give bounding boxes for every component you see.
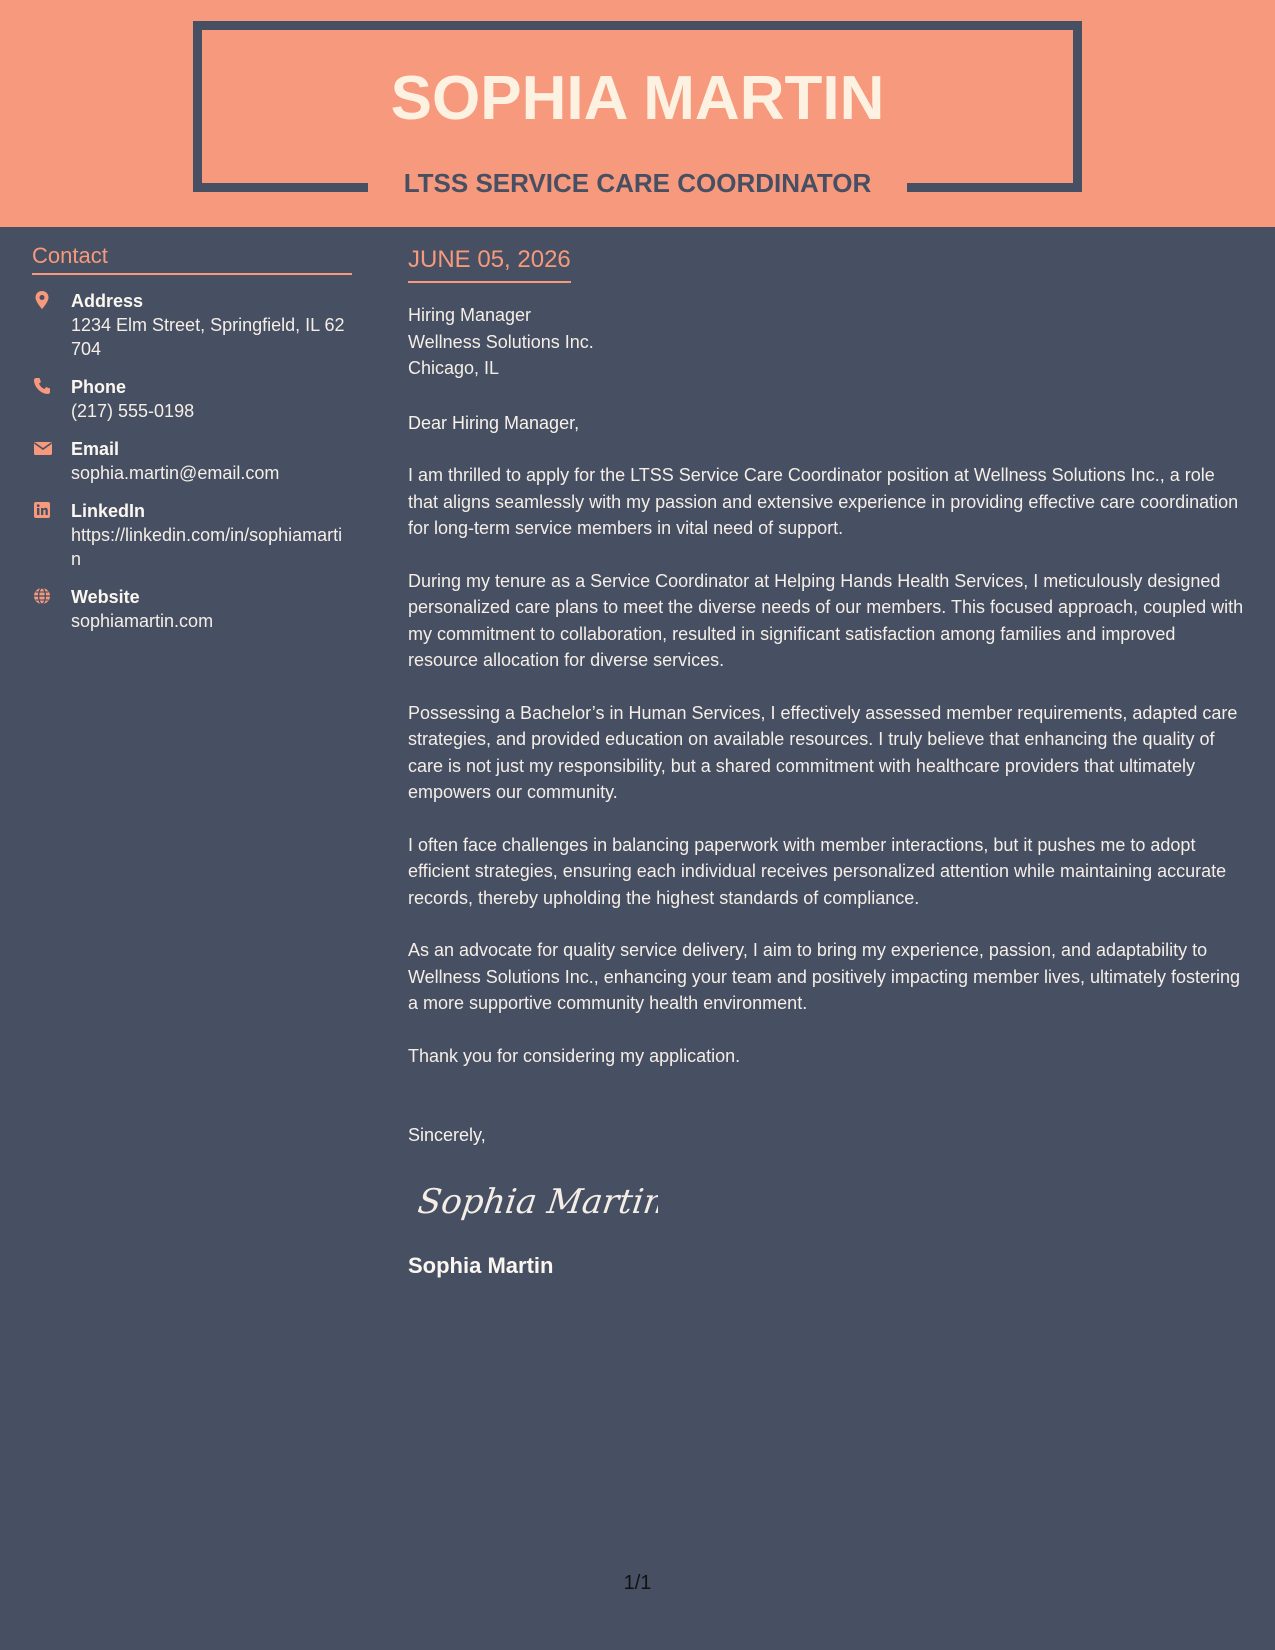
paragraph: During my tenure as a Service Coordinator at Helping Hands Health Services, I meticulously designed personalized care plans to meet the diverse needs of our members. This focused approach, coupled with my commitment to collaboration, resulted in significant satisfaction among families and improved resource allocation for diverse services.: [408, 570, 1244, 670]
contact-label: Phone: [71, 377, 127, 397]
phone-icon: [33, 376, 51, 396]
recipient-line: Chicago, IL: [408, 358, 500, 378]
header-frame-bottom-right: [907, 183, 1082, 192]
contact-value: sophia.martin@email.com: [71, 463, 280, 483]
linkedin-icon: [33, 500, 51, 520]
candidate-name: SOPHIA MARTIN: [390, 64, 885, 133]
paragraph: As an advocate for quality service delivery, I aim to bring my experience, passion, and adaptability to Wellness Solutions Inc., enhancing your team and positively impacting member lives, ultimately fostering a more supportive community health environment.: [408, 940, 1241, 1013]
paragraph: Possessing a Bachelor’s in Human Services, I effectively assessed member requirements, adapted care strategies, and provided education on available resources. I truly believe that enhancing the quality of care is not just my responsibility, but a shared commitment with healthcare providers that ultimately empowers our community.: [408, 702, 1238, 802]
contact-email: [32, 437, 352, 485]
envelope-icon: [33, 438, 51, 458]
signer-name: Sophia Martin: [408, 1252, 554, 1278]
closing: Sincerely,: [408, 1125, 486, 1145]
job-title: LTSS SERVICE CARE COORDINATOR: [403, 168, 872, 198]
signature-text: Sophia Martin: [418, 1181, 658, 1222]
contact-linkedin: [32, 499, 352, 571]
contact-value: (217) 555-0198: [71, 401, 195, 421]
header-frame-bottom-left: [193, 183, 368, 192]
page-number: 1/1: [623, 1572, 652, 1594]
contact-heading: Contact: [32, 240, 352, 275]
contact-label: Address: [71, 291, 144, 311]
contact-website: [32, 585, 352, 633]
contact-value[interactable]: https://linkedin.com/in/sophiamartin: [71, 525, 343, 569]
contact-value[interactable]: sophiamartin.com: [71, 611, 214, 631]
signature-image: [418, 1175, 1248, 1227]
paragraph: Thank you for considering my application.: [408, 1045, 741, 1066]
letter-date: JUNE 05, 2026: [408, 244, 571, 283]
contact-phone: [32, 375, 352, 423]
paragraph: I often face challenges in balancing paperwork with member interactions, but it pushes me to adopt efficient strategies, ensuring each individual receives personalized attention while maintaining accurate records, thereby upholding the highest standards of compliance.: [408, 834, 1227, 908]
map-pin-icon: [33, 290, 51, 310]
recipient-block: [408, 302, 1248, 382]
contact-label: LinkedIn: [71, 501, 146, 521]
contact-address: [32, 289, 352, 361]
paragraph: I am thrilled to apply for the LTSS Service Care Coordinator position at Wellness Solutions Inc., a role that aligns seamlessly with my passion and extensive experience in providing effective care coordination for long-term service members in vital need of support.: [408, 465, 1239, 538]
recipient-line: Wellness Solutions Inc.: [408, 331, 594, 352]
globe-icon: [33, 586, 51, 606]
contact-label: Email: [71, 439, 120, 459]
recipient-line: Hiring Manager: [408, 305, 532, 325]
greeting: Dear Hiring Manager,: [408, 412, 580, 433]
contact-value: 1234 Elm Street, Springfield, IL 62704: [71, 315, 345, 359]
contact-sidebar: [32, 240, 352, 633]
letter-body: [408, 244, 1248, 1281]
contact-label: Website: [71, 587, 140, 607]
